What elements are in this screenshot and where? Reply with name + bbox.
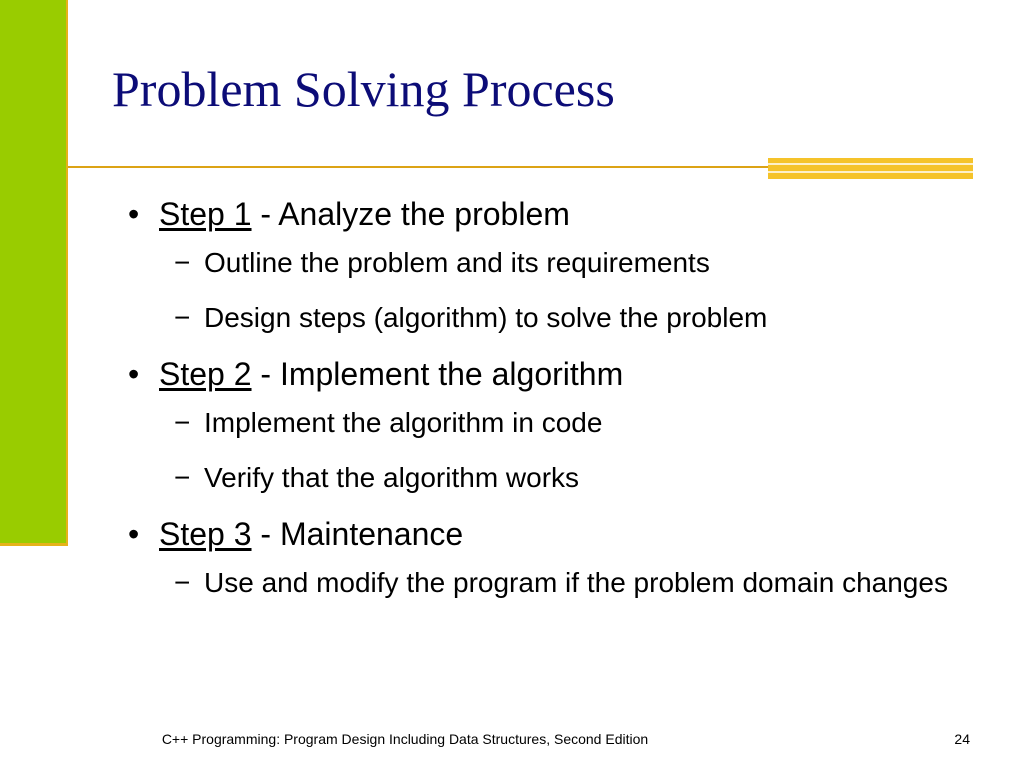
step-1-text: - Analyze the problem [251,196,570,232]
sub-bullet-2-1 [128,405,928,460]
step-3-text: - Maintenance [251,516,464,552]
bullet-step-1 [128,195,988,245]
step-2-link[interactable]: Step 2 [159,356,252,392]
dash-icon: − [174,567,191,598]
sub-bullet-text: Verify that the algorithm works [204,462,580,493]
title-accent-block [768,158,973,179]
sub-bullet-3-1 [128,565,948,620]
dash-icon: − [174,247,191,278]
sub-bullet-text: Implement the algorithm in code [204,407,603,438]
sub-bullet-1-2 [128,300,928,355]
sub-bullet-text: Use and modify the program if the problem domain changes [204,567,948,598]
bullet-dot-icon: • [128,196,140,232]
step-1-link[interactable]: Step 1 [159,196,252,232]
title-underline-rule [68,166,768,168]
sub-bullet-text: Design steps (algorithm) to solve the problem [204,302,768,333]
slide-footer: C++ Programming: Program Design Including Data Structures, Second Edition [161,731,649,747]
dash-icon: − [174,462,191,493]
sub-bullet-1-1 [128,245,928,300]
dash-icon: − [174,407,191,438]
bullet-step-2 [128,355,988,405]
step-2-text: - Implement the algorithm [251,356,624,392]
step-3-link[interactable]: Step 3 [159,516,252,552]
slide-content [128,195,988,620]
slide-title: Problem Solving Process [112,61,615,117]
sub-bullet-text: Outline the problem and its requirements [204,247,710,278]
sub-bullet-2-2 [128,460,928,515]
page-number: 24 [954,731,970,747]
dash-icon: − [174,302,191,333]
bullet-dot-icon: • [128,356,140,392]
side-accent-bar [0,0,68,546]
bullet-step-3 [128,515,988,565]
bullet-dot-icon: • [128,516,140,552]
